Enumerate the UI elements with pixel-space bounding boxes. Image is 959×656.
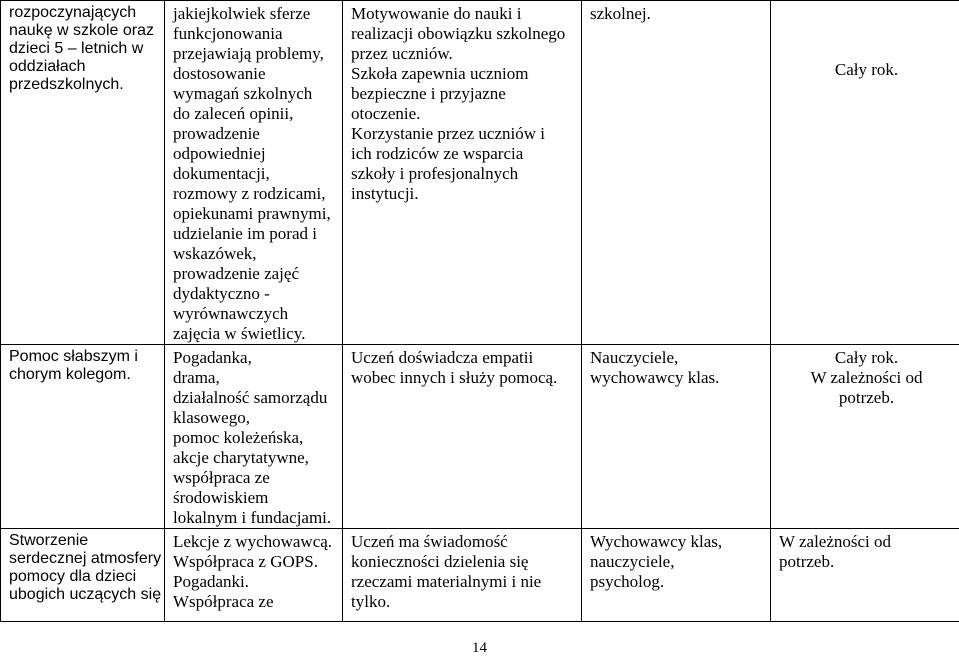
cell-text-line: środowiskiem	[173, 488, 337, 508]
cell-text-line: dokumentacji,	[173, 164, 337, 184]
cell-text-line: wychowawcy klas.	[590, 368, 765, 388]
cell-text-line: Wychowawcy klas,	[590, 532, 765, 552]
cell-methods-3	[165, 529, 343, 622]
cell-text-line: naukę w szkole oraz	[9, 22, 156, 40]
cell-methods-2	[165, 345, 343, 529]
cell-text-line: lokalnym i fundacjami.	[173, 508, 337, 528]
cell-text-line: rozpoczynających	[9, 4, 156, 22]
cell-text-line: zajęcia w świetlicy.	[173, 324, 337, 344]
cell-text-line: Lekcje z wychowawcą.	[173, 532, 337, 552]
cell-text-line: przedszkolnych.	[9, 76, 156, 94]
cell-text-line: dydaktyczno -	[173, 284, 337, 304]
cell-text-line: opiekunami prawnymi,	[173, 204, 337, 224]
cell-text-line: pomocy dla dzieci	[9, 568, 156, 586]
cell-text-line: Szkoła zapewnia uczniom	[351, 64, 576, 84]
cell-text-line: Współpraca z GOPS.	[173, 552, 337, 572]
cell-text-line: przejawiają problemy,	[173, 44, 337, 64]
cell-timeline-3	[771, 529, 959, 622]
table-row-2	[1, 345, 959, 529]
cell-text-line: Nauczyciele,	[590, 348, 765, 368]
cell-text-line: udzielanie im porad i	[173, 224, 337, 244]
cell-goal-3	[1, 529, 165, 622]
cell-text-line: chorym kolegom.	[9, 366, 156, 384]
cell-text-line: funkcjonowania	[173, 24, 337, 44]
cell-text-line: otoczenie.	[351, 104, 576, 124]
cell-text-line: wobec innych i służy pomocą.	[351, 368, 576, 388]
cell-text-line: szkoły i profesjonalnych	[351, 164, 576, 184]
cell-text-line: ubogich uczących się	[9, 586, 156, 604]
cell-text-line: serdecznej atmosfery	[9, 550, 156, 568]
cell-timeline-2	[771, 345, 959, 529]
cell-text-line: ich rodziców ze wsparcia	[351, 144, 576, 164]
cell-text-line: wskazówek,	[173, 244, 337, 264]
cell-text-line: W zależności od	[779, 532, 954, 552]
cell-text-line: rzeczami materialnymi i nie	[351, 572, 576, 592]
cell-text-line: wymagań szkolnych	[173, 84, 337, 104]
table-row-1	[1, 1, 959, 345]
cell-text-line: do zaleceń opinii,	[173, 104, 337, 124]
cell-text-line: Stworzenie	[9, 532, 156, 550]
cell-text-line: rozmowy z rodzicami,	[173, 184, 337, 204]
cell-text-line: bezpieczne i przyjazne	[351, 84, 576, 104]
cell-text-line: współpraca ze	[173, 468, 337, 488]
cell-text-line: dostosowanie	[173, 64, 337, 84]
cell-text-line: przez uczniów.	[351, 44, 576, 64]
cell-text-line: realizacji obowiązku szkolnego	[351, 24, 576, 44]
cell-text-line: Pomoc słabszym i	[9, 348, 156, 366]
cell-responsible-3	[582, 529, 771, 622]
cell-text-line: akcje charytatywne,	[173, 448, 337, 468]
cell-text-line: prowadzenie zajęć	[173, 264, 337, 284]
cell-text-line: instytucji.	[351, 184, 576, 204]
cell-outcomes-1	[343, 1, 582, 345]
cell-text-line: Cały rok.	[779, 348, 954, 368]
cell-text-line: szkolnej.	[590, 4, 765, 24]
cell-responsible-1	[582, 1, 771, 345]
cell-text-line: drama,	[173, 368, 337, 388]
cell-text-line: W zależności od	[779, 368, 954, 388]
cell-text-line: psycholog.	[590, 572, 765, 592]
cell-text-line: pomoc koleżeńska,	[173, 428, 337, 448]
cell-text-line: potrzeb.	[779, 552, 954, 572]
cell-outcomes-3	[343, 529, 582, 622]
cell-text-line: wyrównawczych	[173, 304, 337, 324]
cell-text-line: dzieci 5 – letnich w	[9, 40, 156, 58]
cell-text-line: Pogadanka,	[173, 348, 337, 368]
cell-text-line: Pogadanki.	[173, 572, 337, 592]
cell-goal-1	[1, 1, 165, 345]
page-number: 14	[0, 640, 959, 656]
cell-text-line: Korzystanie przez uczniów i	[351, 124, 576, 144]
cell-text-line: Uczeń doświadcza empatii	[351, 348, 576, 368]
cell-text-line: nauczyciele,	[590, 552, 765, 572]
cell-text-line: oddziałach	[9, 58, 156, 76]
cell-methods-1	[165, 1, 343, 345]
cell-text-line: Cały rok.	[779, 60, 954, 80]
cell-text-line: klasowego,	[173, 408, 337, 428]
cell-text-line: tylko.	[351, 592, 576, 612]
cell-timeline-1	[771, 1, 959, 345]
table-row-3	[1, 529, 959, 622]
cell-text-line: prowadzenie	[173, 124, 337, 144]
cell-text-line: Motywowanie do nauki i	[351, 4, 576, 24]
cell-text-line: potrzeb.	[779, 388, 954, 408]
cell-text-line: konieczności dzielenia się	[351, 552, 576, 572]
cell-goal-2	[1, 345, 165, 529]
cell-responsible-2	[582, 345, 771, 529]
cell-text-line: działalność samorządu	[173, 388, 337, 408]
cell-text-line: Uczeń ma świadomość	[351, 532, 576, 552]
cell-outcomes-2	[343, 345, 582, 529]
cell-text-line: jakiejkolwiek sferze	[173, 4, 337, 24]
cell-text-line: Współpraca ze	[173, 592, 337, 612]
cell-text-line: odpowiedniej	[173, 144, 337, 164]
